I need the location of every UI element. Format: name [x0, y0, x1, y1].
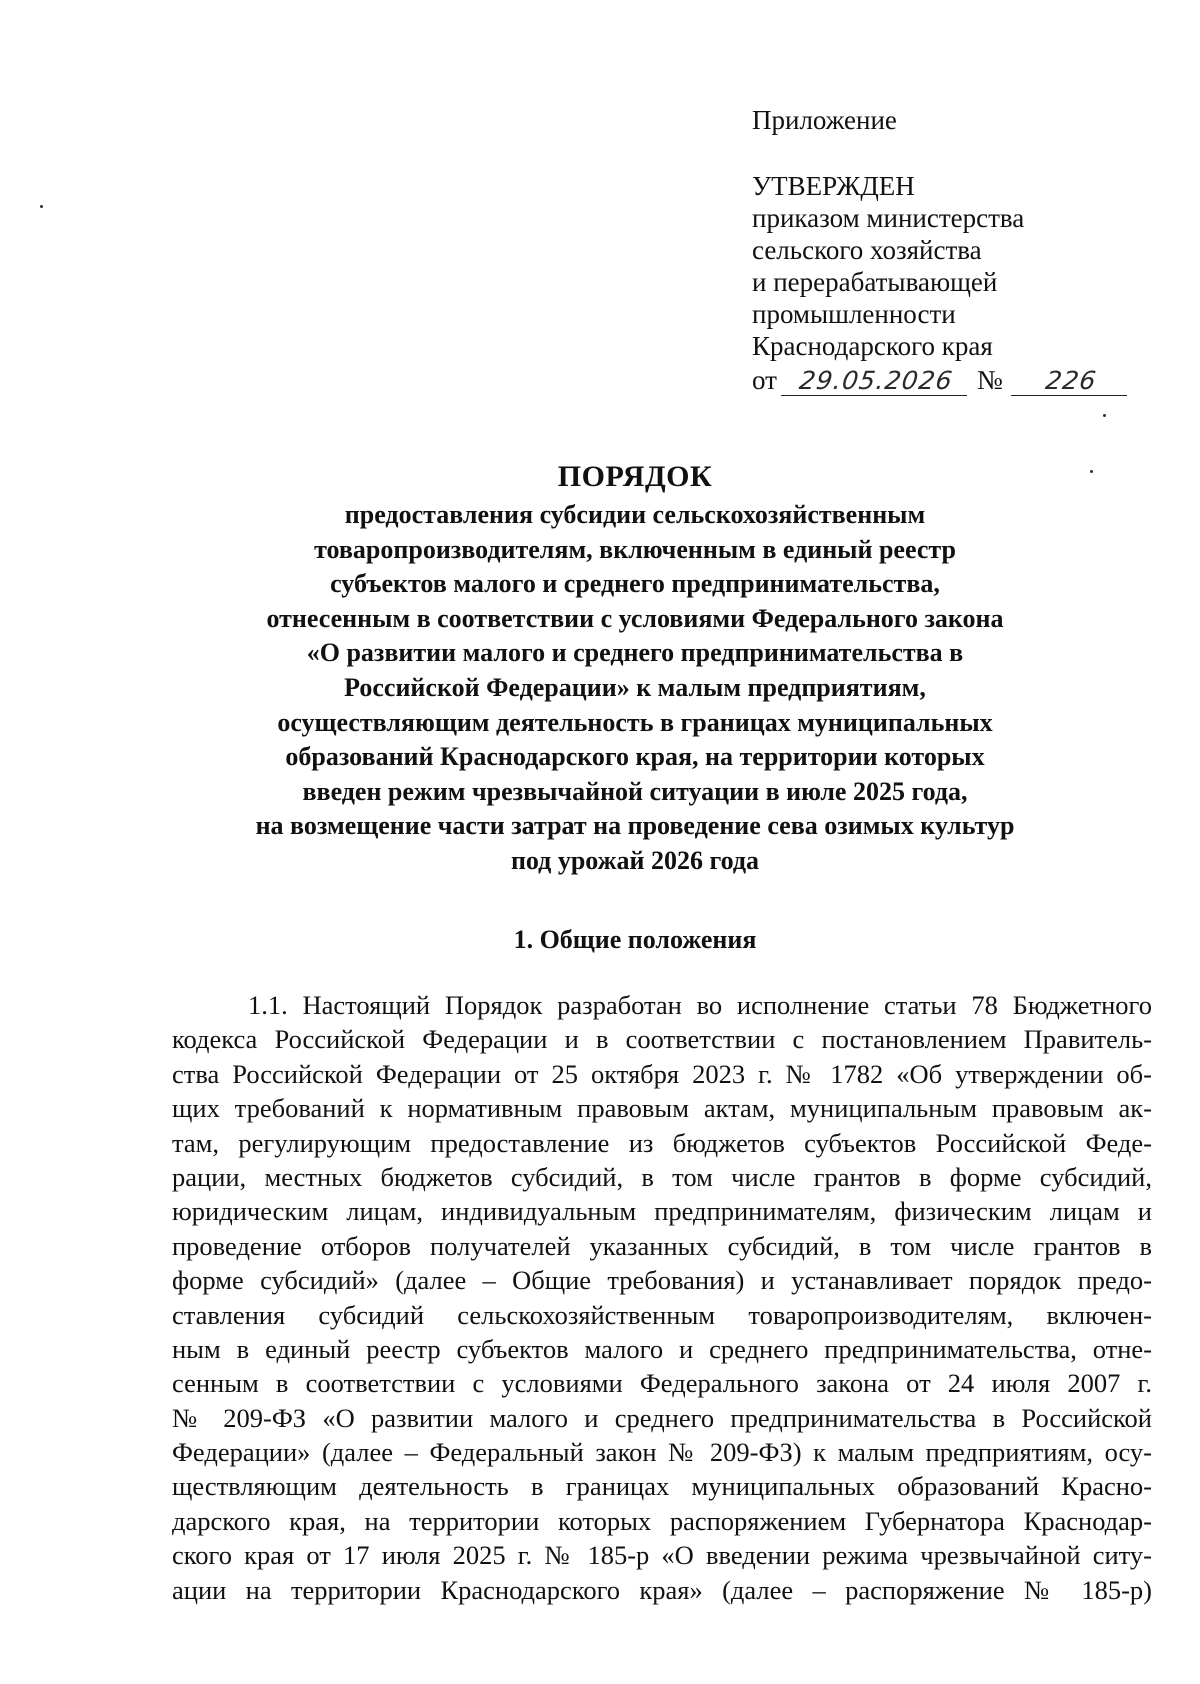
- document-subtitle-line: товаропроизводителям, включенным в единый реестр: [314, 534, 956, 564]
- scan-speck: [1103, 414, 1106, 417]
- body-line: кодекса Российской Федерации и в соответствии с постановлением Правитель-: [172, 1024, 1152, 1055]
- document-subtitle-line: под урожай 2026 года: [510, 845, 760, 875]
- order-date-number-row: [752, 364, 1172, 396]
- body-line: рации, местных бюджетов субсидий, в том числе грантов в форме субсидий,: [172, 1161, 1152, 1192]
- body-line: форме субсидий» (далее – Общие требования) и устанавливает порядок предо-: [172, 1265, 1152, 1296]
- body-line: ства Российской Федерации от 25 октября 2023 г. № 1782 «Об утверждении об-: [172, 1058, 1152, 1089]
- approved-label: УТВЕРЖДЕН: [752, 171, 915, 201]
- document-title: ПОРЯДОК: [557, 460, 713, 493]
- body-line: проведение отборов получателей указанных субсидий, в том числе грантов в: [172, 1230, 1152, 1261]
- approval-block: [752, 104, 1172, 396]
- handwritten-date: 29.05.2026: [781, 367, 971, 396]
- section-heading: 1. Общие положения: [513, 925, 757, 954]
- document-subtitle-line: «О развитии малого и среднего предпринимательства в: [306, 638, 964, 668]
- body-line: ставления субсидий сельскохозяйственным товаропроизводителям, включен-: [172, 1299, 1152, 1330]
- document-subtitle-line: субъектов малого и среднего предпринимательства,: [330, 569, 940, 599]
- approval-line: промышленности: [752, 299, 956, 329]
- body-line: ным в единый реестр субъектов малого и среднего предпринимательства, отне-: [172, 1333, 1152, 1364]
- body-line: юридическим лицам, индивидуальным предпринимателям, физическим лицам и: [172, 1196, 1152, 1227]
- approval-line: Краснодарского края: [752, 331, 993, 361]
- approval-line: и перерабатывающей: [752, 267, 998, 297]
- document-subtitle-line: введен режим чрезвычайной ситуации в июле 2025 года,: [302, 776, 968, 806]
- body-line: дарского края, на территории которых распоряжением Губернатора Краснодар-: [172, 1505, 1152, 1536]
- document-subtitle-line: образований Краснодарского края, на территории которых: [285, 742, 985, 772]
- body-line: сенным в соответствии с условиями Федерального закона от 24 июля 2007 г.: [172, 1368, 1152, 1399]
- body-line: 1.1. Настоящий Порядок разработан во исполнение статьи 78 Бюджетного: [248, 990, 1152, 1020]
- date-prefix: от: [752, 365, 777, 395]
- approval-line: приказом министерства: [752, 203, 1025, 233]
- handwritten-number: 226: [1011, 367, 1131, 396]
- document-subtitle-line: Российской Федерации» к малым предприятиям,: [344, 672, 926, 702]
- number-prefix: №: [976, 365, 1003, 395]
- body-line: там, регулирующим предоставление из бюджетов субъектов Российской Феде-: [172, 1127, 1152, 1158]
- document-subtitle-line: предоставления субсидии сельскохозяйственным: [344, 500, 926, 529]
- scan-speck: [40, 205, 43, 208]
- body-line: Федерации» (далее – Федеральный закон № 209-ФЗ) к малым предприятиям, осу-: [172, 1437, 1152, 1468]
- body-line: ского края от 17 июля 2025 г. № 185-р «О введении режима чрезвычайной ситу-: [172, 1540, 1152, 1571]
- document-subtitle-line: осуществляющим деятельность в границах муниципальных: [277, 707, 993, 737]
- scan-speck: [1090, 470, 1093, 473]
- document-title-block: [230, 460, 1040, 879]
- appendix-label: Приложение: [752, 105, 897, 135]
- approval-line: сельского хозяйства: [752, 235, 982, 265]
- body-paragraph: [172, 988, 1152, 1607]
- body-line: щих требований к нормативным правовым актам, муниципальным правовым ак-: [172, 1093, 1152, 1124]
- body-line: ации на территории Краснодарского края» (далее – распоряжение № 185-р): [172, 1574, 1152, 1605]
- body-line: № 209-ФЗ «О развитии малого и среднего предпринимательства в Российской: [172, 1402, 1152, 1433]
- body-line: ществляющим деятельность в границах муниципальных образований Красно-: [172, 1471, 1152, 1502]
- document-subtitle-line: на возмещение части затрат на проведение сева озимых культур: [255, 811, 1015, 841]
- document-subtitle-line: отнесенным в соответствии с условиями Федерального закона: [266, 603, 1004, 633]
